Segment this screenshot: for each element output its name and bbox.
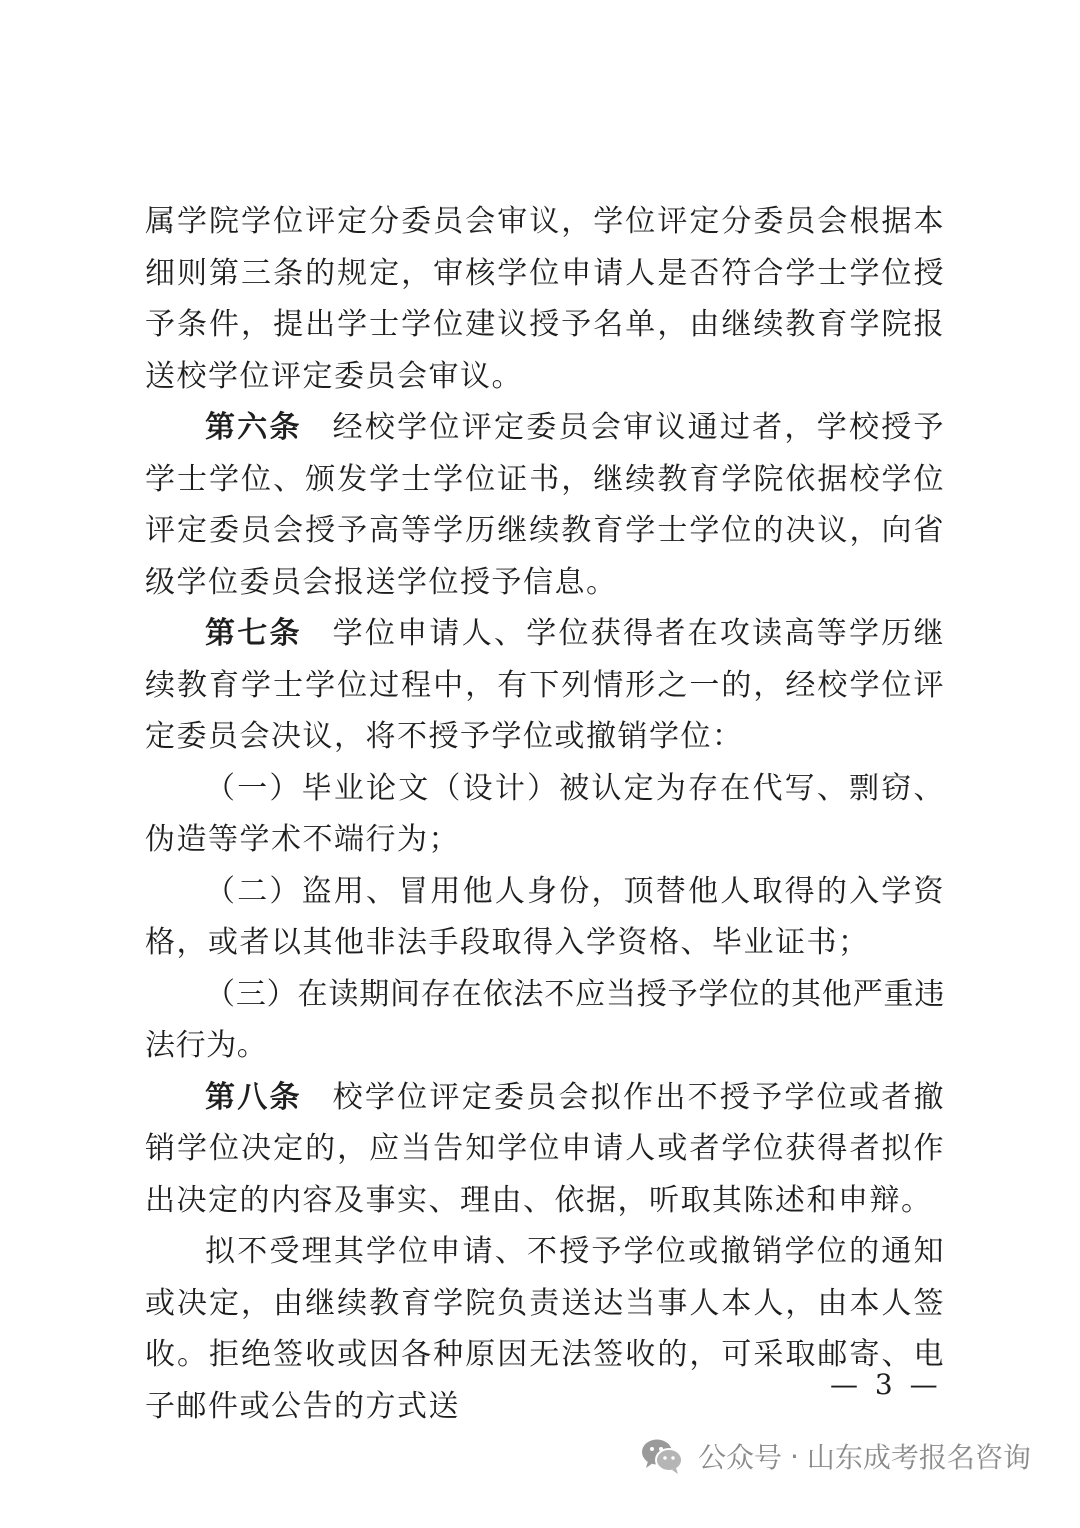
paragraph-text: （一）毕业论文（设计）被认定为存在代写、剽窃、伪造等学术不端行为； [145,770,945,857]
paragraph-text: 属学院学位评定分委员会审议，学位评定分委员会根据本细则第三条的规定，审核学位申请人是否符合学士学位授予条件，提出学士学位建议授予名单，由继续教育学院报送校学位评定委员会审议。 [145,204,945,394]
paragraph-text: 校学位评定委员会拟作出不授予学位或者撤销学位决定的，应当告知学位申请人或者学位获得者拟作出决定的内容及事实、理由、依据，听取其陈述和申辩。 [145,1079,946,1218]
page-number: — 3 — [830,1368,942,1401]
paragraph-text: 经校学位评定委员会审议通过者，学校授予学士学位、颁发学士学位证书，继续教育学院依据校学位评定委员会授予高等学历继续教育学士学位的决议，向省级学位委员会报送学位授予信息。 [145,410,946,600]
watermark-label: 公众号 [698,1441,783,1474]
paragraph-article-7 [145,608,945,763]
paragraph-1 [145,196,945,402]
list-item-3 [145,969,945,1072]
paragraph-notice [145,1226,945,1432]
article-heading: 第八条 [205,1079,302,1115]
document-body [145,196,945,1432]
watermark [640,1428,1031,1484]
paragraph-text: （三）在读期间存在依法不应当授予学位的其他严重违法行为。 [145,976,945,1063]
paragraph-text: 拟不受理其学位申请、不授予学位或撤销学位的通知或决定，由继续教育学院负责送达当事人本人，由本人签收。拒绝签收或因各种原因无法签收的，可采取邮寄、电子邮件或公告的方式送 [145,1234,945,1424]
list-item-1 [145,763,945,866]
paragraph-text: （二）盗用、冒用他人身份，顶替他人取得的入学资格，或者以其他非法手段取得入学资格、毕业证书； [145,873,945,960]
paragraph-article-8 [145,1072,945,1227]
article-heading: 第七条 [205,616,302,651]
paragraph-article-6 [145,402,945,608]
watermark-account: 山东成考报名咨询 [806,1441,1031,1474]
paragraph-text: 学位申请人、学位获得者在攻读高等学历继续教育学士学位过程中，有下列情形之一的，经校学位评定委员会决议，将不授予学位或撤销学位： [145,616,946,754]
watermark-separator: · [790,1439,799,1473]
wechat-icon [640,1436,684,1476]
list-item-2 [145,866,945,969]
article-heading: 第六条 [205,410,302,445]
